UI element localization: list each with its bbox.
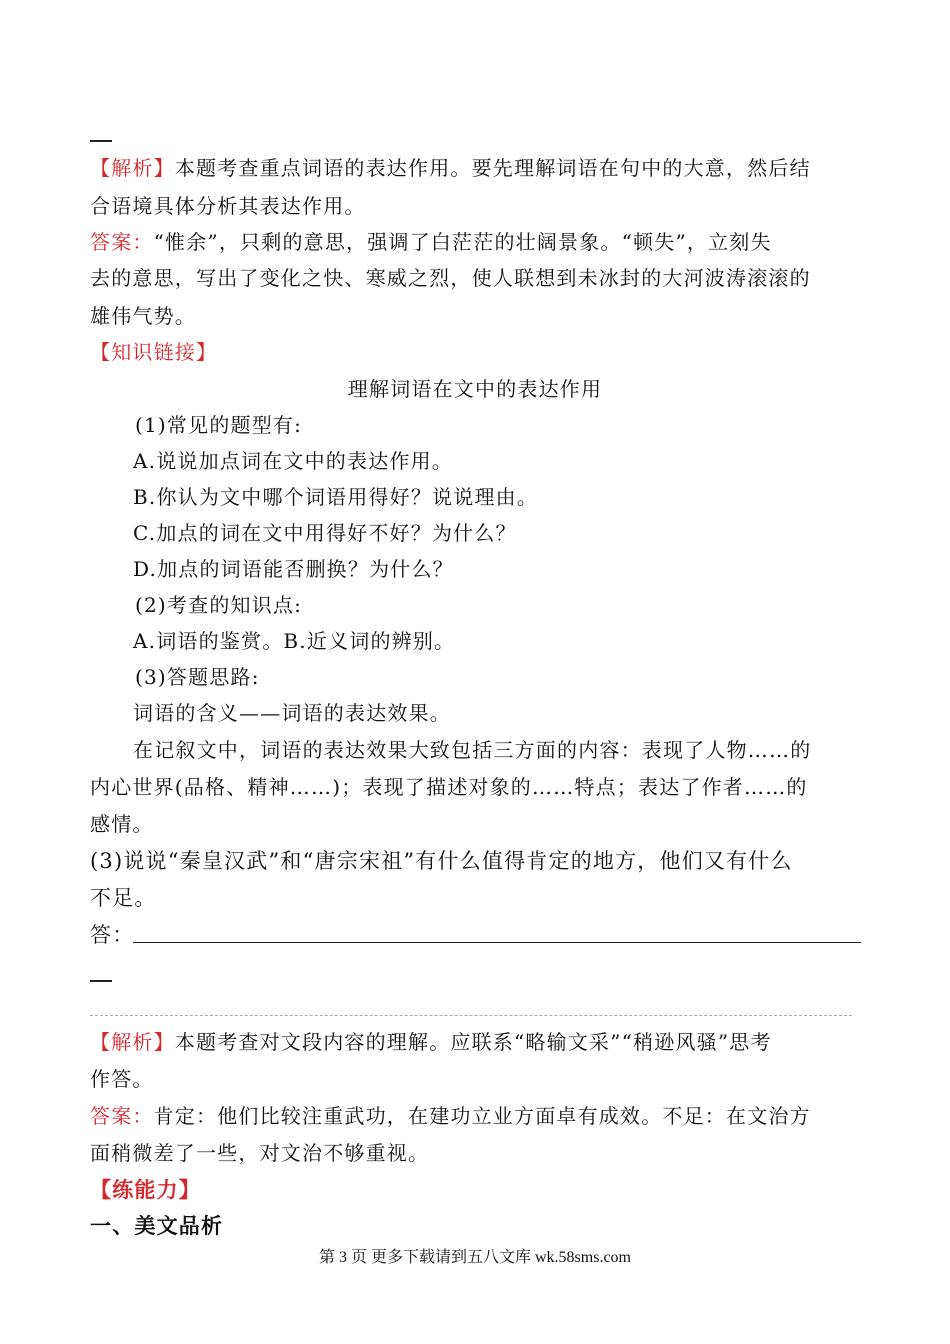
answer-2-tag: 答案： (90, 1104, 154, 1128)
page-footer: 第 3 页 更多下载请到五八文库 wk.58sms.com (318, 1249, 631, 1266)
answer-label: 答： (90, 923, 135, 947)
analysis-1-line-1: 【解析】本题考查重点词语的表达作用。要先理解词语在句中的大意，然后结 (90, 156, 811, 180)
paragraph-line-2: 内心世界(品格、精神……)；表现了描述对象的……特点；表达了作者……的 (90, 775, 808, 799)
question-type-b: B.你认为文中哪个词语用得好？说说理由。 (133, 485, 539, 509)
question-3-line-2: 不足。 (90, 886, 157, 910)
knowledge-points: A.词语的鉴赏。B.近义词的辨别。 (133, 629, 456, 653)
question-type-d: D.加点的词语能否删换？为什么？ (133, 557, 454, 581)
knowledge-points-heading: (2)考查的知识点: (135, 593, 303, 617)
section-heading: 一、美文品析 (90, 1214, 224, 1238)
analysis-tag: 【解析】 (90, 156, 175, 180)
approach-text: 词语的含义——词语的表达效果。 (133, 701, 451, 725)
question-types-heading: (1)常见的题型有: (135, 413, 303, 437)
practice-tag: 【练能力】 (90, 1178, 201, 1202)
knowledge-link-tag: 【知识链接】 (90, 340, 218, 364)
analysis-2-line-2: 作答。 (90, 1067, 154, 1091)
analysis-1-line-2: 合语境具体分析其表达作用。 (90, 194, 366, 218)
paragraph-line-3: 感情。 (90, 812, 154, 836)
answer-blank-tail-2 (90, 980, 112, 982)
answer-blank-line[interactable] (133, 942, 861, 943)
answer-1-line-1: 答案：“惟余”，只剩的意思，强调了白茫茫的壮阔景象。“顿失”，立刻失 (90, 230, 772, 254)
question-type-a: A.说说加点词在文中的表达作用。 (133, 449, 454, 473)
dashed-separator (90, 1015, 852, 1016)
analysis-2-tag: 【解析】 (90, 1030, 175, 1054)
knowledge-title: 理解词语在文中的表达作用 (347, 377, 603, 401)
answer-tag: 答案： (90, 230, 154, 254)
answer-blank-tail (90, 140, 112, 142)
answer-2-line-1: 答案：肯定：他们比较注重武功，在建功立业方面卓有成效。不足：在文治方 (90, 1104, 811, 1128)
answer-1-line-3: 雄伟气势。 (90, 304, 196, 328)
answer-1-line-2: 去的意思，写出了变化之快、寒威之烈，使人联想到未冰封的大河波涛滚滚的 (90, 266, 811, 290)
approach-heading: (3)答题思路: (135, 665, 260, 689)
question-3-line-1: (3)说说“秦皇汉武”和“唐宗宋祖”有什么值得肯定的地方，他们又有什么 (90, 849, 793, 873)
analysis-2-line-1: 【解析】本题考查对文段内容的理解。应联系“略输文采”“稍逊风骚”思考 (90, 1030, 772, 1054)
paragraph-line-1: 在记叙文中，词语的表达效果大致包括三方面的内容：表现了人物……的 (133, 738, 812, 762)
question-type-c: C.加点的词在文中用得好不好？为什么？ (133, 521, 517, 545)
answer-2-line-2: 面稍微差了一些，对文治不够重视。 (90, 1141, 430, 1165)
